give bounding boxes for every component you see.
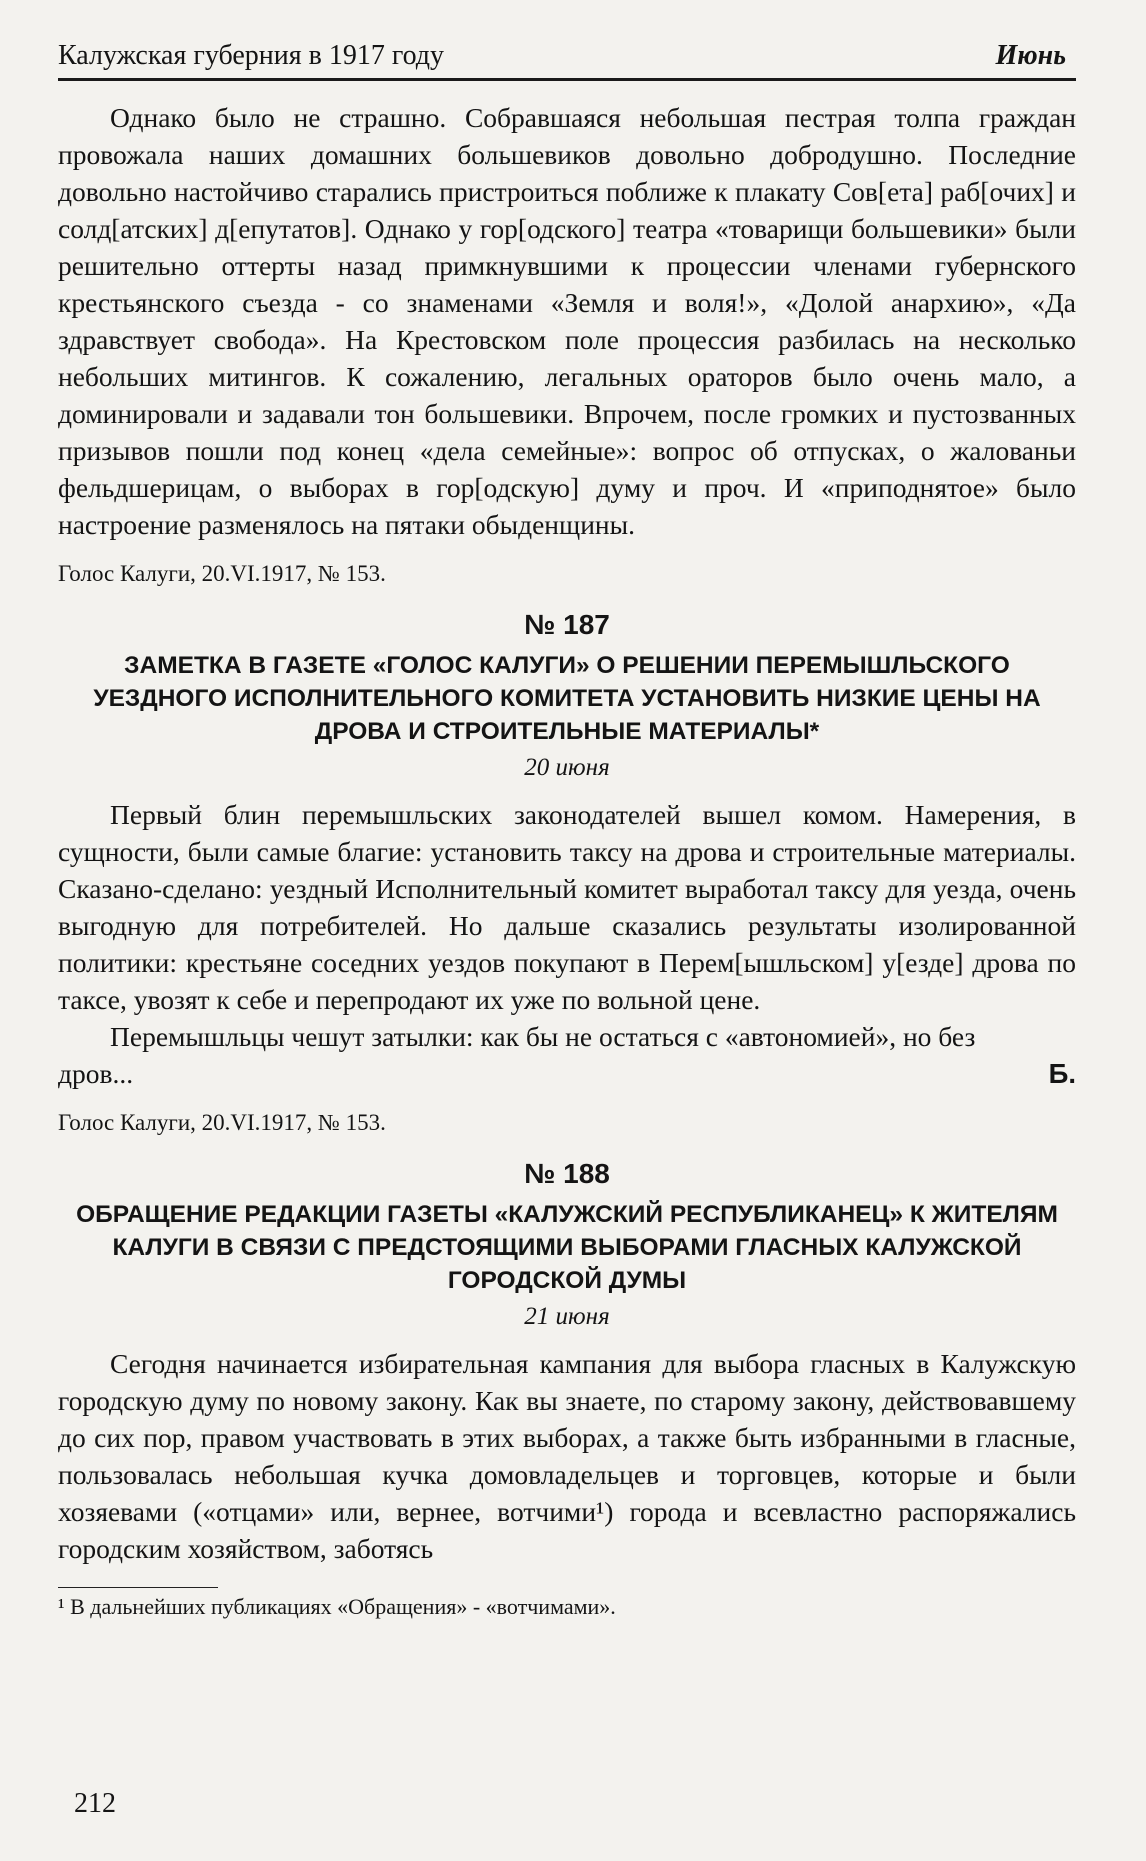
document-number: № 187 [524, 609, 610, 640]
section-title: Июнь [995, 40, 1066, 71]
signature-line [58, 1055, 1076, 1092]
source-citation: Голос Калуги, 20.VI.1917, № 153. [58, 1110, 386, 1135]
paragraph: Перемышльцы чешут затылки: как бы не остаться с «автономией», но без [110, 1021, 976, 1052]
paragraph: Однако было не страшно. Собравшаяся небольшая пестрая толпа граждан провожала наших домашних большевиков довольно добродушно. Последние довольно настойчиво старались пристроиться поближе к плакату Сов[ета] раб[очих] и солд[атских] д[епутатов]. Однако у гор[одского] театра «товарищи большевики» были решительно оттерты назад примкнувшими к процессии членами губернского крестьянского съезда - со знаменами «Земля и воля!», «Долой анархию», «Да здравствует свобода». На Крестовском поле процессия разбилась на несколько небольших митингов. К сожалению, легальных ораторов было очень мало, а доминировали и задавали тон большевики. Впрочем, после громких и пустозванных призывов пошли под конец «дела семейные»: вопрос об отпусках, о жалованьи фельдшерицам, о выборах в гор[одскую] думу и проч. И «приподнятое» было настроение разменялось на пятаки обыденщины. [58, 102, 1076, 540]
document-title: ЗАМЕТКА В ГАЗЕТЕ «ГОЛОС КАЛУГИ» О РЕШЕНИИ ПЕРЕМЫШЛЬСКОГО УЕЗДНОГО ИСПОЛНИТЕЛЬНОГО КОМИТЕТА УСТАНОВИТЬ НИЗКИЕ ЦЕНЫ НА ДРОВА И СТРОИТЕЛЬНЫЕ МАТЕРИАЛЫ* [93, 652, 1041, 745]
source-citation: Голос Калуги, 20.VI.1917, № 153. [58, 561, 386, 586]
paragraph: Первый блин перемышльских законодателей вышел комом. Намерения, в сущности, были самые благие: установить таксу на дрова и строительные материалы. Сказано-сделано: уездный Исполнительный комитет выработал таксу для уезда, очень выгодную для потребителей. Но дальше сказались результаты изолированной политики: крестьяне соседних уездов покупают в Перем[ышльском] у[езде] дрова по таксе, увозят к себе и перепродают их уже по вольной цене. [58, 799, 1076, 1015]
document-date: 21 июня [524, 1303, 610, 1330]
running-header [58, 40, 1076, 81]
page-number: 212 [74, 1788, 116, 1819]
document-date: 20 июня [524, 754, 610, 781]
paragraph-end: дров... [58, 1058, 134, 1089]
document-number: № 188 [524, 1158, 610, 1189]
book-title: Калужская губерния в 1917 году [58, 40, 445, 71]
footnote: ¹ В дальнейших публикациях «Обращения» - «вотчимами». [58, 1594, 616, 1619]
footnote-divider [58, 1587, 218, 1588]
paragraph: Сегодня начинается избирательная кампания для выбора гласных в Калужскую городскую думу по новому закону. Как вы знаете, по старому закону, действовавшему до сих пор, правом участвовать в этих выборах, а также быть избранными в гласные, пользовалась небольшая кучка домовладельцев и торговцев, которые и были хозяевами («отцами» или, вернее, вотчими¹) города и всевластно распоряжались городским хозяйством, заботясь [58, 1348, 1076, 1564]
document-title: ОБРАЩЕНИЕ РЕДАКЦИИ ГАЗЕТЫ «КАЛУЖСКИЙ РЕСПУБЛИКАНЕЦ» К ЖИТЕЛЯМ КАЛУГИ В СВЯЗИ С ПРЕДСТОЯЩИМИ ВЫБОРАМИ ГЛАСНЫХ КАЛУЖСКОЙ ГОРОДСКОЙ ДУМЫ [76, 1201, 1058, 1294]
author-signature: Б. [1048, 1058, 1076, 1089]
